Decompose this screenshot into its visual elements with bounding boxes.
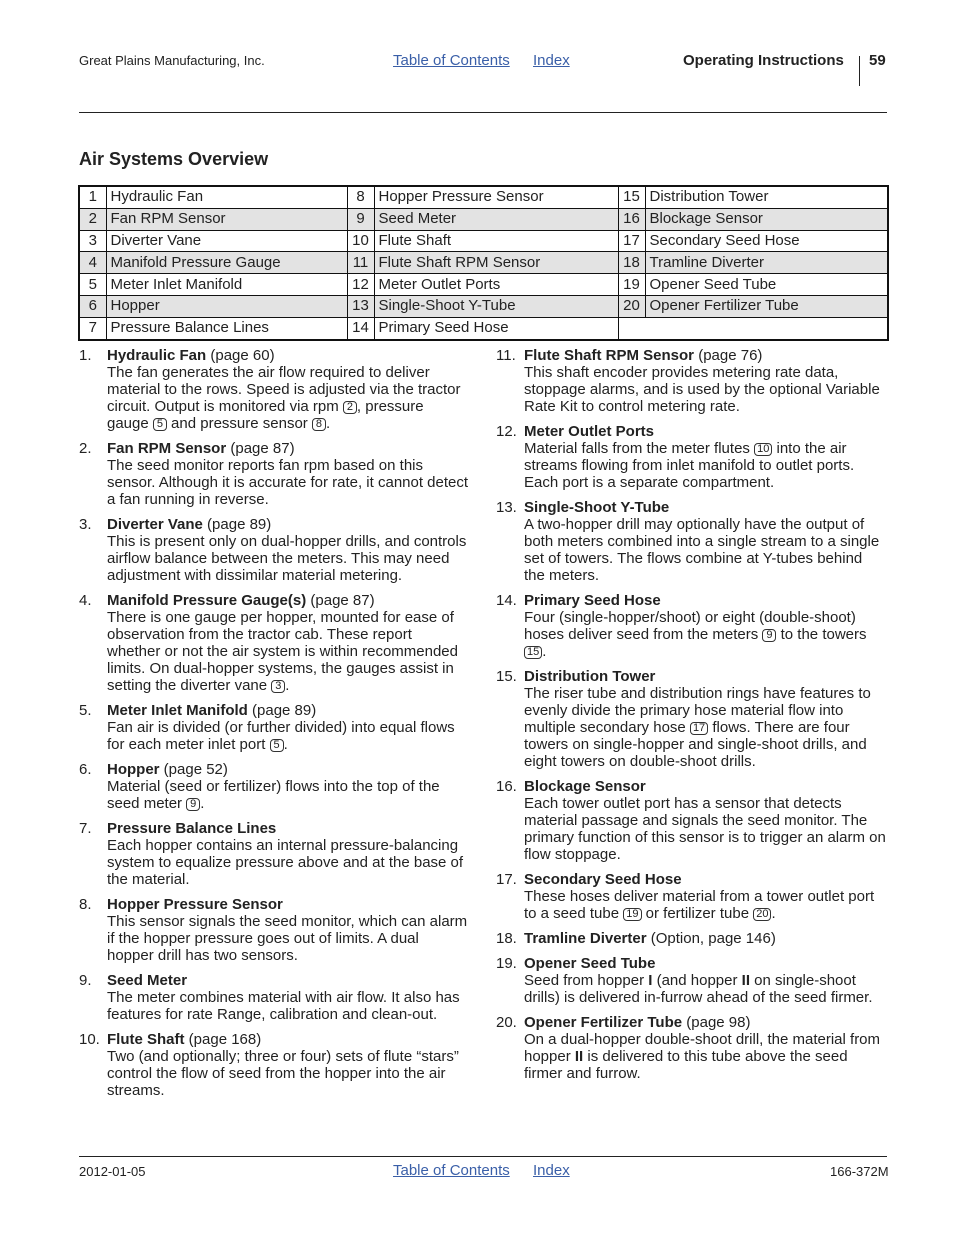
callout-number: 17 — [690, 722, 708, 735]
item-heading — [524, 778, 886, 795]
part-number: 18 — [618, 252, 645, 274]
item-heading — [107, 972, 469, 989]
description-text: . — [325, 415, 331, 432]
parts-table-row — [79, 208, 888, 230]
parts-table-row — [79, 252, 888, 274]
description-text: Four (single-hopper/shoot) or eight (double-shoot) hoses deliver seed from the meters — [524, 609, 856, 643]
description-text: into the air streams flowing from inlet manifold to outlet ports. Each port is a separate compartment. — [524, 440, 855, 491]
list-item — [79, 761, 469, 812]
item-name: Blockage Sensor — [524, 778, 646, 795]
item-heading — [524, 423, 886, 440]
description-text: Material (seed or fertilizer) flows into the top of the seed meter — [107, 778, 440, 812]
part-number: 2 — [79, 208, 106, 230]
company-name: Great Plains Manufacturing, Inc. — [79, 53, 265, 68]
part-name: Meter Outlet Ports — [374, 274, 618, 296]
item-description — [524, 1031, 886, 1082]
item-description — [524, 795, 886, 863]
part-number: 11 — [347, 252, 374, 274]
item-name: Opener Seed Tube — [524, 955, 656, 972]
part-name: Single-Shoot Y-Tube — [374, 295, 618, 317]
description-text: is delivered to this tube above the seed firmer and furrow. — [524, 1048, 848, 1082]
item-page-ref: (page 89) — [247, 702, 317, 719]
part-name: Seed Meter — [374, 208, 618, 230]
item-heading — [107, 592, 469, 609]
list-item — [496, 955, 886, 1006]
list-item — [79, 592, 469, 694]
list-item — [79, 440, 469, 508]
callout-number: 5 — [153, 418, 167, 431]
item-page-ref: (page 89) — [202, 516, 272, 533]
item-description — [107, 913, 469, 964]
item-name: Meter Outlet Ports — [524, 423, 655, 440]
item-name: Primary Seed Hose — [524, 592, 661, 609]
description-text: Fan air is divided (or further divided) into equal flows for each meter inlet port — [107, 719, 455, 753]
item-description — [107, 609, 469, 694]
part-name: Secondary Seed Hose — [645, 230, 888, 252]
item-description — [107, 719, 469, 753]
item-page-ref: (page 87) — [306, 592, 375, 609]
description-text: The seed monitor reports fan rpm based on this sensor. Although it is accurate for rate, it cannot detect a fan running in reverse. — [107, 457, 469, 508]
part-number: 5 — [79, 274, 106, 296]
list-item — [496, 1014, 886, 1082]
part-name: Tramline Diverter — [645, 252, 888, 274]
item-number: 1. — [79, 347, 92, 364]
part-name: Opener Seed Tube — [645, 274, 888, 296]
part-name: Diverter Vane — [106, 230, 347, 252]
part-name: Hydraulic Fan — [106, 186, 347, 208]
description-text: This is present only on dual-hopper drills, and controls airflow balance between the meters. This may need adjustment with dissimilar material metering. — [107, 533, 467, 584]
part-number: 17 — [618, 230, 645, 252]
item-number: 5. — [79, 702, 92, 719]
item-number: 12. — [496, 423, 517, 440]
item-name: Flute Shaft — [107, 1031, 185, 1048]
item-heading — [524, 592, 886, 609]
callout-number: 5 — [270, 739, 284, 752]
part-number: 10 — [347, 230, 374, 252]
list-item — [496, 499, 886, 584]
description-text: on single-shoot drills) is delivered in-furrow ahead of the seed firmer. — [524, 972, 873, 1006]
item-description — [107, 364, 469, 432]
callout-number: 20 — [753, 908, 771, 921]
description-text: . — [771, 905, 776, 922]
part-name: Manifold Pressure Gauge — [106, 252, 347, 274]
part-name: Flute Shaft RPM Sensor — [374, 252, 618, 274]
description-text: Each hopper contains an internal pressure-balancing system to equalize pressure above and at the base of the material. — [107, 837, 464, 888]
item-page-ref: (page 52) — [159, 761, 228, 778]
part-number: 12 — [347, 274, 374, 296]
callout-number: 19 — [623, 908, 641, 921]
item-name: Fan RPM Sensor — [107, 440, 227, 457]
description-text: This sensor signals the seed monitor, which can alarm if the hopper pressure goes out of limits. A dual hopper drill has two sensors. — [107, 913, 468, 964]
part-number: 8 — [347, 186, 374, 208]
item-description — [107, 837, 469, 888]
item-description — [524, 972, 886, 1006]
item-heading — [524, 930, 886, 947]
part-number: 13 — [347, 295, 374, 317]
part-number: 1 — [79, 186, 106, 208]
hopper-label: II — [574, 1048, 584, 1065]
list-item — [496, 778, 886, 863]
part-name: Pressure Balance Lines — [106, 317, 347, 339]
description-text: to the towers — [776, 626, 867, 643]
item-page-ref: (Option, page 146) — [646, 930, 776, 947]
item-heading — [524, 668, 886, 685]
list-item — [496, 930, 886, 947]
part-number: 9 — [347, 208, 374, 230]
item-name: Manifold Pressure Gauge(s) — [107, 592, 307, 609]
section-title: Operating Instructions — [683, 52, 844, 69]
item-page-ref: (page 168) — [184, 1031, 262, 1048]
hopper-label: I — [648, 972, 653, 989]
footer-toc-link[interactable]: Table of Contents — [393, 1162, 510, 1179]
part-number: 19 — [618, 274, 645, 296]
item-number: 18. — [496, 930, 517, 947]
item-heading — [524, 499, 886, 516]
part-number: 16 — [618, 208, 645, 230]
item-number: 11. — [496, 347, 516, 364]
item-number: 4. — [79, 592, 92, 609]
item-heading — [524, 347, 886, 364]
part-name: Opener Fertilizer Tube — [645, 295, 888, 317]
item-name: Pressure Balance Lines — [107, 820, 277, 837]
part-number — [618, 317, 645, 339]
callout-number: 3 — [271, 680, 285, 693]
description-text: (and hopper — [652, 972, 742, 989]
item-page-ref: (page 60) — [206, 347, 275, 364]
item-number: 10. — [79, 1031, 100, 1048]
item-heading — [107, 896, 469, 913]
part-number: 6 — [79, 295, 106, 317]
callout-number: 9 — [186, 798, 200, 811]
description-text: flows. There are four towers on single-hopper and single-shoot drills, and eight towers on double-shoot drills. — [524, 719, 867, 770]
description-text: Each tower outlet port has a sensor that detects material passage and signals the seed monitor. The primary function of this sensor is to trigger an alarm on flow stoppage. — [524, 795, 886, 863]
item-page-ref: (page 87) — [226, 440, 295, 457]
description-text: , pressure gauge — [107, 398, 424, 432]
part-number: 14 — [347, 317, 374, 339]
description-text: . — [283, 736, 288, 753]
item-heading — [107, 820, 469, 837]
item-page-ref: (page 98) — [682, 1014, 751, 1031]
part-name: Distribution Tower — [645, 186, 888, 208]
item-heading — [107, 761, 469, 778]
item-heading — [107, 440, 469, 457]
description-text: These hoses deliver material from a tower outlet port to a seed tube — [524, 888, 875, 922]
item-name: Diverter Vane — [107, 516, 203, 533]
item-heading — [524, 955, 886, 972]
item-description — [524, 685, 886, 770]
description-text: Seed from hopper — [524, 972, 649, 989]
page-number: 59 — [869, 52, 886, 69]
item-number: 8. — [79, 896, 92, 913]
description-text: There is one gauge per hopper, mounted for ease of observation from the tractor cab. These report whether or not the air system is within recommended limits. On dual-hopper systems, the gauges assist in setting the diverter vane — [107, 609, 458, 694]
item-number: 3. — [79, 516, 92, 533]
list-item — [496, 871, 886, 922]
description-text: and pressure sensor — [166, 415, 312, 432]
parts-table-row — [79, 186, 888, 208]
item-number: 6. — [79, 761, 92, 778]
list-item — [79, 702, 469, 753]
part-name: Fan RPM Sensor — [106, 208, 347, 230]
footer-doc-number: 166-372M — [830, 1164, 889, 1179]
list-item — [79, 896, 469, 964]
item-name: Hopper — [107, 761, 160, 778]
page-title: Air Systems Overview — [79, 149, 269, 169]
list-item — [496, 592, 886, 660]
list-item — [79, 516, 469, 584]
item-description — [107, 457, 469, 508]
item-heading — [107, 516, 469, 533]
part-name: Flute Shaft — [374, 230, 618, 252]
callout-number: 15 — [524, 646, 542, 659]
description-text: The meter combines material with air flow. It also has features for rate Range, calibration and clean-out. — [107, 989, 460, 1023]
header-rule — [79, 112, 887, 113]
description-text: The fan generates the air flow required to deliver material to the rows. Speed is adjusted via the tractor circuit. Output is monitored via rpm — [107, 364, 461, 415]
item-name: Opener Fertilizer Tube — [524, 1014, 683, 1031]
item-number: 9. — [79, 972, 92, 989]
description-text: The riser tube and distribution rings have features to evenly divide the primary hose material flow into multiple secondary hose — [524, 685, 871, 736]
item-number: 7. — [79, 820, 92, 837]
item-description — [524, 364, 886, 415]
parts-table-row — [79, 295, 888, 317]
part-number: 20 — [618, 295, 645, 317]
description-text: On a dual-hopper double-shoot drill, the material from hopper — [524, 1031, 881, 1065]
list-item — [79, 1031, 469, 1099]
part-name: Blockage Sensor — [645, 208, 888, 230]
part-name: Meter Inlet Manifold — [106, 274, 347, 296]
item-name: Secondary Seed Hose — [524, 871, 682, 888]
part-name — [645, 317, 888, 339]
description-text: or fertilizer tube — [641, 905, 754, 922]
item-list-right — [496, 347, 886, 1090]
item-number: 19. — [496, 955, 517, 972]
callout-number: 10 — [754, 443, 772, 456]
item-name: Flute Shaft RPM Sensor — [524, 347, 695, 364]
list-item — [496, 668, 886, 770]
footer-index-link[interactable]: Index — [533, 1162, 570, 1179]
description-text: . — [542, 643, 547, 660]
header-divider — [859, 56, 860, 86]
parts-table-row — [79, 230, 888, 252]
parts-table-row — [79, 274, 888, 296]
item-number: 2. — [79, 440, 92, 457]
parts-table-row — [79, 317, 888, 339]
item-description — [524, 440, 886, 491]
item-heading — [524, 1014, 886, 1031]
part-number: 15 — [618, 186, 645, 208]
item-name: Single-Shoot Y-Tube — [524, 499, 670, 516]
part-number: 7 — [79, 317, 106, 339]
description-text: Material falls from the meter flutes — [524, 440, 755, 457]
header-index-link[interactable]: Index — [533, 52, 570, 69]
part-name: Hopper Pressure Sensor — [374, 186, 618, 208]
header-toc-link[interactable]: Table of Contents — [393, 52, 510, 69]
list-item — [79, 820, 469, 888]
list-item — [496, 347, 886, 415]
part-name: Hopper — [106, 295, 347, 317]
description-text: Two (and optionally; three or four) sets of flute “stars” control the flow of seed from the hopper into the air streams. — [107, 1048, 459, 1099]
item-name: Seed Meter — [107, 972, 188, 989]
callout-number: 8 — [312, 418, 326, 431]
part-number: 3 — [79, 230, 106, 252]
item-heading — [524, 871, 886, 888]
parts-table — [78, 185, 889, 341]
item-heading — [107, 702, 469, 719]
description-text: . — [285, 677, 290, 694]
item-description — [107, 778, 469, 812]
item-name: Hydraulic Fan — [107, 347, 207, 364]
item-name: Meter Inlet Manifold — [107, 702, 248, 719]
item-description — [107, 533, 469, 584]
footer-rule — [79, 1156, 887, 1157]
item-name: Distribution Tower — [524, 668, 656, 685]
item-number: 14. — [496, 592, 517, 609]
item-heading — [107, 347, 469, 364]
part-number: 4 — [79, 252, 106, 274]
item-number: 17. — [496, 871, 517, 888]
item-name: Tramline Diverter — [524, 930, 647, 947]
item-number: 20. — [496, 1014, 517, 1031]
item-number: 16. — [496, 778, 517, 795]
item-name: Hopper Pressure Sensor — [107, 896, 283, 913]
item-heading — [107, 1031, 469, 1048]
item-description — [524, 609, 886, 660]
item-description — [107, 989, 469, 1023]
callout-number: 9 — [762, 629, 776, 642]
hopper-label: II — [741, 972, 750, 989]
callout-number: 2 — [343, 401, 357, 414]
item-list-left — [79, 347, 469, 1107]
description-text: A two-hopper drill may optionally have the output of both meters combined into a single stream to a single set of towers. The flows combine at Y-tubes behind the meters. — [524, 516, 880, 584]
item-number: 15. — [496, 668, 517, 685]
item-page-ref: (page 76) — [694, 347, 763, 364]
item-description — [107, 1048, 469, 1099]
item-number: 13. — [496, 499, 517, 516]
list-item — [496, 423, 886, 491]
footer-date: 2012-01-05 — [79, 1164, 146, 1179]
part-name: Primary Seed Hose — [374, 317, 618, 339]
list-item — [79, 347, 469, 432]
item-description — [524, 888, 886, 922]
description-text: . — [200, 795, 205, 812]
description-text: This shaft encoder provides metering rate data, stoppage alarms, and is used by the optional Variable Rate Kit to control metering rate. — [524, 364, 880, 415]
list-item — [79, 972, 469, 1023]
item-description — [524, 516, 886, 584]
